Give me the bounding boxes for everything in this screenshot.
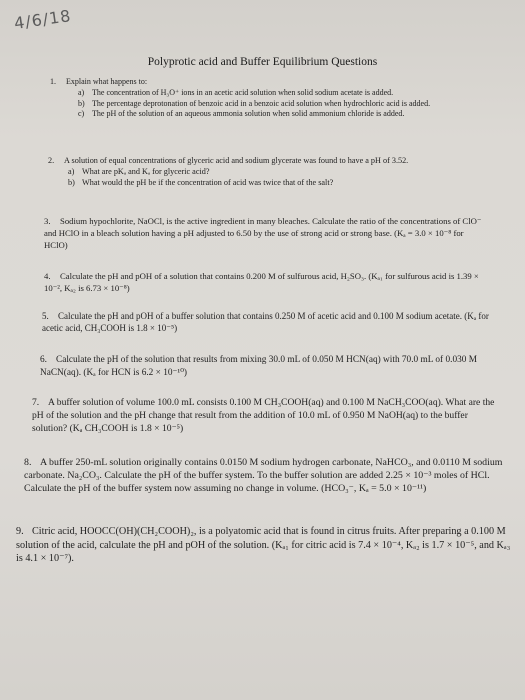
sub-question-label: a) bbox=[68, 167, 75, 176]
question-8 bbox=[24, 456, 504, 496]
sub-question-text: The concentration of H₃O⁺ ions in an acetic acid solution when solid sodium acetate is added. bbox=[92, 87, 394, 97]
question-4 bbox=[44, 270, 489, 294]
sub-question bbox=[68, 166, 478, 177]
question-number: 5. bbox=[42, 311, 49, 321]
question-text: Calculate the pH of the solution that results from mixing 30.0 mL of 0.050 M HCN(aq) with 70.0 mL of 0.030 M NaCN(aq). (Kₐ for HCN is 6.2 × 10⁻¹⁰) bbox=[40, 355, 477, 378]
question-6 bbox=[40, 354, 495, 379]
question-text: A buffer 250-mL solution originally contains 0.0150 M sodium hydrogen carbonate, NaHCO₃, and 0.0110 M sodium carbonate. Na₂CO₃. Calculate the pH of the buffer system. To the buffer solution are added 2.25 × 10⁻³ moles of HCl. Calculate the pH of the buffer system now assuming no change in volume. (HCO₃⁻, Kₐ = 5.0 × 10⁻¹¹) bbox=[24, 457, 503, 495]
sub-question-text: The percentage deprotonation of benzoic acid in a benzoic acid solution when hydrochloric acid is added. bbox=[92, 98, 431, 108]
sub-question bbox=[78, 99, 470, 110]
question-number: 1. bbox=[50, 77, 56, 86]
sub-question-label: b) bbox=[78, 98, 85, 108]
question-text: Explain what happens to: bbox=[66, 77, 148, 86]
sub-question-text: The pH of the solution of an aqueous ammonia solution when solid ammonium chloride is added. bbox=[92, 109, 405, 119]
question-text: Citric acid, HOOCC(OH)(CH₂COOH)₂, is a polyatomic acid that is found in citrus fruits. After preparing a 0.100 M solution of the acid, calculate the pH and pOH of the solution. (Kₐ₁ for citric acid is 7.4 × 10⁻⁴, Kₐ₂ is 1.7 × 10⁻⁵, and Kₐ₃ is 4.1 × 10⁻⁷). bbox=[16, 526, 511, 564]
sub-question-label: a) bbox=[78, 87, 85, 97]
sub-question-label: b) bbox=[68, 178, 75, 187]
question-text: Calculate the pH and pOH of a solution that contains 0.200 M of sulfurous acid, H₂SO₃. (Kₐ₁ for sulfurous acid is 1.39 × 10⁻², Kₐ₂ is 6.73 × 10⁻⁸) bbox=[44, 271, 479, 293]
question-text: A solution of equal concentrations of glyceric acid and sodium glycerate was found to have a pH of 3.52. bbox=[64, 156, 409, 165]
question-3 bbox=[44, 215, 484, 251]
question-1 bbox=[50, 77, 470, 120]
question-number: 4. bbox=[44, 271, 51, 281]
question-number: 8. bbox=[24, 457, 32, 468]
sub-question bbox=[68, 177, 478, 188]
question-number: 6. bbox=[40, 355, 47, 365]
question-2 bbox=[48, 155, 478, 188]
question-7 bbox=[32, 397, 497, 435]
question-text: A buffer solution of volume 100.0 mL consists 0.100 M CH₃COOH(aq) and 0.100 M NaCH₃COO(aq). What are the pH of the solution and the pH change that result from the addition of 10.0 mL of 0.950 M NaOH(aq) to the buffer solution? (Kₐ CH₃COOH is 1.8 × 10⁻⁵) bbox=[32, 397, 495, 434]
sub-question bbox=[78, 88, 470, 99]
question-text: Sodium hypochlorite, NaOCl, is the active ingredient in many bleaches. Calculate the ratio of the concentrations of ClO⁻ and HClO in a bleach solution having a pH adjusted to 6.50 by the use of strong acid or strong base. (Kₐ = 3.0 × 10⁻⁸ for HClO) bbox=[44, 216, 482, 250]
sub-question bbox=[78, 109, 470, 120]
question-9 bbox=[16, 525, 511, 566]
sub-question-label: c) bbox=[78, 109, 85, 119]
question-1-parts bbox=[50, 88, 470, 120]
sub-question-text: What are pKₐ and Kₐ for glyceric acid? bbox=[82, 167, 210, 176]
question-number: 9. bbox=[16, 526, 24, 537]
question-text: Calculate the pH and pOH of a buffer solution that contains 0.250 M of acetic acid and 0.100 M sodium acetate. (Kₐ for acetic acid, CH₃COOH is 1.8 × 10⁻⁵) bbox=[42, 311, 489, 334]
question-2-parts bbox=[48, 166, 478, 188]
handwritten-date: 4/6/18 bbox=[12, 6, 73, 33]
question-number: 3. bbox=[44, 216, 51, 226]
page-title: Polyprotic acid and Buffer Equilibrium Questions bbox=[147, 56, 378, 68]
question-number: 2. bbox=[48, 156, 55, 165]
sub-question-text: What would the pH be if the concentration of acid was twice that of the salt? bbox=[82, 178, 334, 187]
question-number: 7. bbox=[32, 397, 40, 408]
question-5 bbox=[42, 310, 492, 334]
